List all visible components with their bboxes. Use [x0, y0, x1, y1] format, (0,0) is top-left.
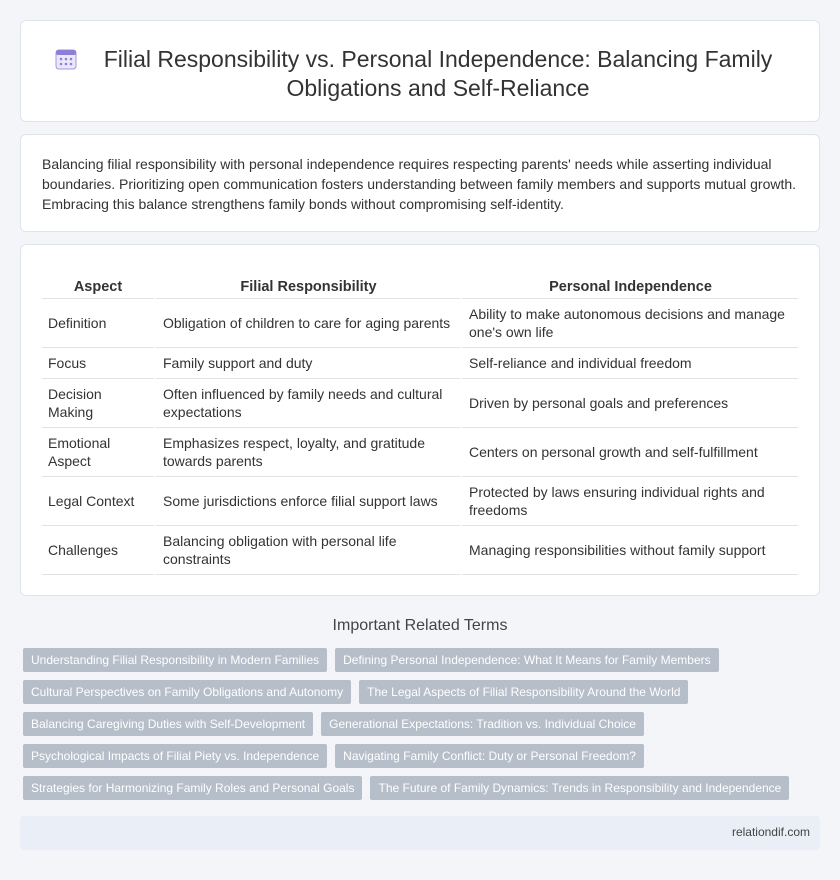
comparison-table — [42, 275, 798, 575]
cell-independence: Protected by laws ensuring individual rights and freedoms — [460, 477, 798, 526]
related-term-link[interactable]: Strategies for Harmonizing Family Roles and Personal Goals — [23, 776, 362, 800]
footer-site-link[interactable]: relationdif.com — [731, 825, 810, 839]
tag-row — [23, 744, 813, 768]
cell-filial: Some jurisdictions enforce filial support laws — [154, 477, 460, 526]
cell-independence: Ability to make autonomous decisions and manage one's own life — [460, 299, 798, 348]
table-row — [42, 379, 798, 428]
footer — [20, 816, 820, 850]
cell-independence: Managing responsibilities without family support — [460, 526, 798, 575]
table-row — [42, 477, 798, 526]
related-term-link[interactable]: Navigating Family Conflict: Duty or Personal Freedom? — [335, 744, 644, 768]
comparison-table-card — [20, 244, 820, 596]
related-term-link[interactable]: Defining Personal Independence: What It Means for Family Members — [335, 648, 719, 672]
header-filial-responsibility: Filial Responsibility — [154, 275, 460, 299]
table-row — [42, 299, 798, 348]
intro-paragraph: Balancing filial responsibility with personal independence requires respecting parents' needs while asserting individual boundaries. Prioritizing open communication fosters understanding between family members and supports mutual growth. Embracing this balance strengthens family bonds without compromising self-identity. — [42, 156, 797, 212]
table-row — [42, 348, 798, 379]
related-term-link[interactable]: Cultural Perspectives on Family Obligations and Autonomy — [23, 680, 351, 704]
tag-row — [23, 776, 813, 800]
cell-aspect: Challenges — [42, 526, 154, 575]
related-terms-list — [23, 648, 813, 808]
table-row — [42, 428, 798, 477]
table-row — [42, 526, 798, 575]
cell-aspect: Focus — [42, 348, 154, 379]
cell-filial: Emphasizes respect, loyalty, and gratitude towards parents — [154, 428, 460, 477]
tag-row — [23, 648, 813, 672]
related-term-link[interactable]: The Future of Family Dynamics: Trends in Responsibility and Independence — [370, 776, 789, 800]
intro-card — [20, 134, 820, 232]
cell-independence: Self-reliance and individual freedom — [460, 348, 798, 379]
cell-filial: Family support and duty — [154, 348, 460, 379]
related-term-link[interactable]: Psychological Impacts of Filial Piety vs. Independence — [23, 744, 327, 768]
related-terms-title: Important Related Terms — [332, 617, 508, 634]
tag-row — [23, 712, 813, 736]
table-header-row — [42, 275, 798, 299]
related-term-link[interactable]: The Legal Aspects of Filial Responsibility Around the World — [359, 680, 688, 704]
header-card — [20, 20, 820, 122]
cell-aspect: Decision Making — [42, 379, 154, 428]
tag-row — [23, 680, 813, 704]
cell-filial: Balancing obligation with personal life constraints — [154, 526, 460, 575]
cell-independence: Centers on personal growth and self-fulfillment — [460, 428, 798, 477]
cell-filial: Often influenced by family needs and cultural expectations — [154, 379, 460, 428]
cell-aspect: Legal Context — [42, 477, 154, 526]
header-personal-independence: Personal Independence — [460, 275, 798, 299]
related-term-link[interactable]: Understanding Filial Responsibility in Modern Families — [23, 648, 327, 672]
cell-aspect: Definition — [42, 299, 154, 348]
header-aspect: Aspect — [42, 275, 154, 299]
cell-independence: Driven by personal goals and preferences — [460, 379, 798, 428]
page-title: Filial Responsibility vs. Personal Independence: Balancing Family Obligations and Self-Reliance — [103, 46, 773, 101]
cell-filial: Obligation of children to care for aging parents — [154, 299, 460, 348]
cell-aspect: Emotional Aspect — [42, 428, 154, 477]
related-term-link[interactable]: Balancing Caregiving Duties with Self-Development — [23, 712, 313, 736]
related-term-link[interactable]: Generational Expectations: Tradition vs. Individual Choice — [321, 712, 644, 736]
